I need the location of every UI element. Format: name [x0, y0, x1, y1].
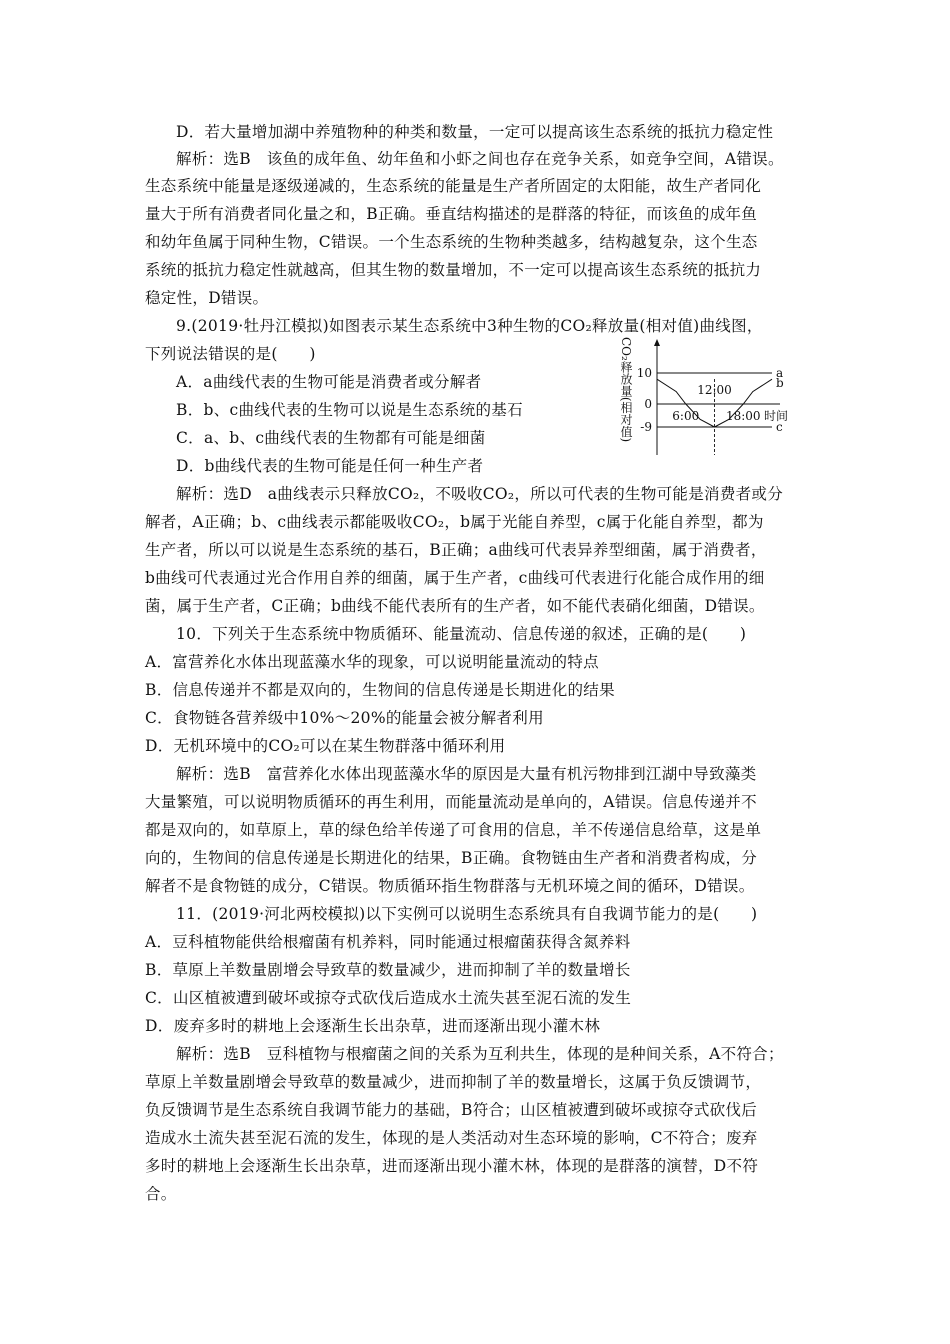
q9-option-b: B．b、c曲线代表的生物可以说是生态系统的基石 — [176, 401, 523, 419]
chart-y-axis-label: CO₂释放量(相对值) — [619, 337, 633, 443]
chart-series-b-label: b — [776, 376, 784, 391]
q11-option-d: D．废弃多时的耕地上会逐渐生长出杂草，进而逐渐出现小灌木林 — [145, 1017, 601, 1035]
q10-option-d: D．无机环境中的CO₂可以在某生物群落中循环利用 — [145, 737, 506, 755]
chart-y-tick-label: 0 — [644, 397, 652, 411]
q10-analysis-line: 大量繁殖，可以说明物质循环的再生利用，而能量流动是单向的，A错误。信息传递并不 — [145, 793, 757, 811]
q10-analysis-line: 解者不是食物链的成分，C错误。物质循环指生物群落与无机环境之间的循环，D错误。 — [145, 877, 755, 895]
q9-option-c: C．a、b、c曲线代表的生物都有可能是细菌 — [176, 429, 486, 447]
chart-y-axis-arrow — [654, 339, 660, 346]
chart-plot — [612, 337, 812, 462]
q11-analysis-line: 解析：选B 豆科植物与根瘤菌之间的关系为互利共生，体现的是种间关系，A不符合； — [176, 1045, 784, 1063]
q10-stem: 10．下列关于生态系统中物质循环、能量流动、信息传递的叙述，正确的是( ) — [176, 625, 747, 643]
q10-analysis-line: 向的，生物间的信息传递是长期进化的结果，B正确。食物链由生产者和消费者构成，分 — [145, 849, 758, 867]
q8-analysis-line: 稳定性，D错误。 — [145, 289, 269, 307]
q8-analysis-line: 生态系统中能量是逐级递减的，生态系统的能量是生产者所固定的太阳能，故生产者同化 — [145, 177, 762, 195]
chart-y-tick-label: -9 — [640, 420, 652, 434]
chart-x-axis-label: 时间 — [764, 409, 789, 423]
q10-analysis-line: 解析：选B 富营养化水体出现蓝藻水华的原因是大量有机污物排到江湖中导致藻类 — [176, 765, 757, 783]
q9-analysis-line: 菌，属于生产者，C正确；b曲线不能代表所有的生产者，如不能代表硝化细菌，D错误。 — [145, 597, 765, 615]
q9-analysis-line: b曲线可代表通过光合作用自养的细菌，属于生产者，c曲线可代表进行化能合成作用的细 — [145, 569, 765, 587]
q11-analysis-line: 负反馈调节是生态系统自我调节能力的基础，B符合；山区植被遭到破坏或掠夺式砍伐后 — [145, 1101, 758, 1119]
q8-option-d: D．若大量增加湖中养殖物种的种类和数量，一定可以提高该生态系统的抵抗力稳定性 — [176, 123, 774, 141]
q8-analysis-line: 量大于所有消费者同化量之和，B正确。垂直结构描述的是群落的特征，而该鱼的成年鱼 — [145, 205, 758, 223]
q11-analysis-line: 合。 — [145, 1185, 177, 1203]
chart-series-c-label: c — [776, 420, 783, 434]
q11-analysis-line: 造成水土流失甚至泥石流的发生，体现的是人类活动对生态环境的影响，C不符合；废弃 — [145, 1129, 758, 1147]
q10-option-c: C．食物链各营养级中10%～20%的能量会被分解者利用 — [145, 709, 544, 727]
q9-analysis-line: 解析：选D a曲线表示只释放CO₂，不吸收CO₂，所以可代表的生物可能是消费者或分 — [176, 485, 784, 503]
q11-option-a: A．豆科植物能供给根瘤菌有机养料，同时能通过根瘤菌获得含氮养料 — [145, 933, 631, 951]
chart-x-tick-label: 12:00 — [697, 383, 732, 397]
q9-analysis-line: 生产者，所以可以说是生态系统的基石，B正确；a曲线可代表异养型细菌，属于消费者， — [145, 541, 767, 559]
q8-analysis-line: 系统的抵抗力稳定性就越高，但其生物的数量增加，不一定可以提高该生态系统的抵抗力 — [145, 261, 762, 279]
q8-analysis-line: 解析：选B 该鱼的成年鱼、幼年鱼和小虾之间也存在竞争关系，如竞争空间，A错误。 — [176, 150, 784, 168]
q11-analysis-line: 多时的耕地上会逐渐生长出杂草，进而逐渐出现小灌木林，体现的是群落的演替，D不符 — [145, 1157, 759, 1175]
q10-analysis-line: 都是双向的，如草原上，草的绿色给羊传递了可食用的信息，羊不传递信息给草，这是单 — [145, 821, 762, 839]
q9-stem: 9.(2019·牡丹江模拟)如图表示某生态系统中3种生物的CO₂释放量(相对值)曲线图， — [176, 317, 763, 335]
q11-option-b: B．草原上羊数量剧增会导致草的数量减少，进而抑制了羊的数量增长 — [145, 961, 631, 979]
q10-option-a: A．富营养化水体出现蓝藻水华的现象，可以说明能量流动的特点 — [145, 653, 599, 671]
chart-x-tick-label: 18:00 — [725, 409, 761, 423]
q11-option-c: C．山区植被遭到破坏或掠夺式砍伐后造成水土流失甚至泥石流的发生 — [145, 989, 632, 1007]
co2-release-chart — [612, 337, 812, 462]
chart-x-tick-label: 6:00 — [672, 409, 700, 423]
q9-analysis-line: 解者，A正确；b、c曲线表示都能吸收CO₂，b属于光能自养型，c属于化能自养型，都为 — [145, 513, 764, 531]
chart-y-tick-label: 10 — [636, 366, 652, 380]
q11-analysis-line: 草原上羊数量剧增会导致草的数量减少，进而抑制了羊的数量增长，这属于负反馈调节， — [145, 1073, 762, 1091]
q9-option-d: D．b曲线代表的生物可能是任何一种生产者 — [176, 457, 484, 475]
q9-option-a: A．a曲线代表的生物可能是消费者或分解者 — [176, 373, 482, 391]
q9-stem: 下列说法错误的是( ) — [145, 345, 316, 363]
q11-stem: 11．(2019·河北两校模拟)以下实例可以说明生态系统具有自我调节能力的是( ) — [176, 905, 758, 923]
q8-analysis-line: 和幼年鱼属于同种生物，C错误。一个生态系统的生物种类越多，结构越复杂，这个生态 — [145, 233, 758, 251]
q10-option-b: B．信息传递并不都是双向的，生物间的信息传递是长期进化的结果 — [145, 681, 615, 699]
chart-series-a-label: a — [776, 366, 784, 380]
